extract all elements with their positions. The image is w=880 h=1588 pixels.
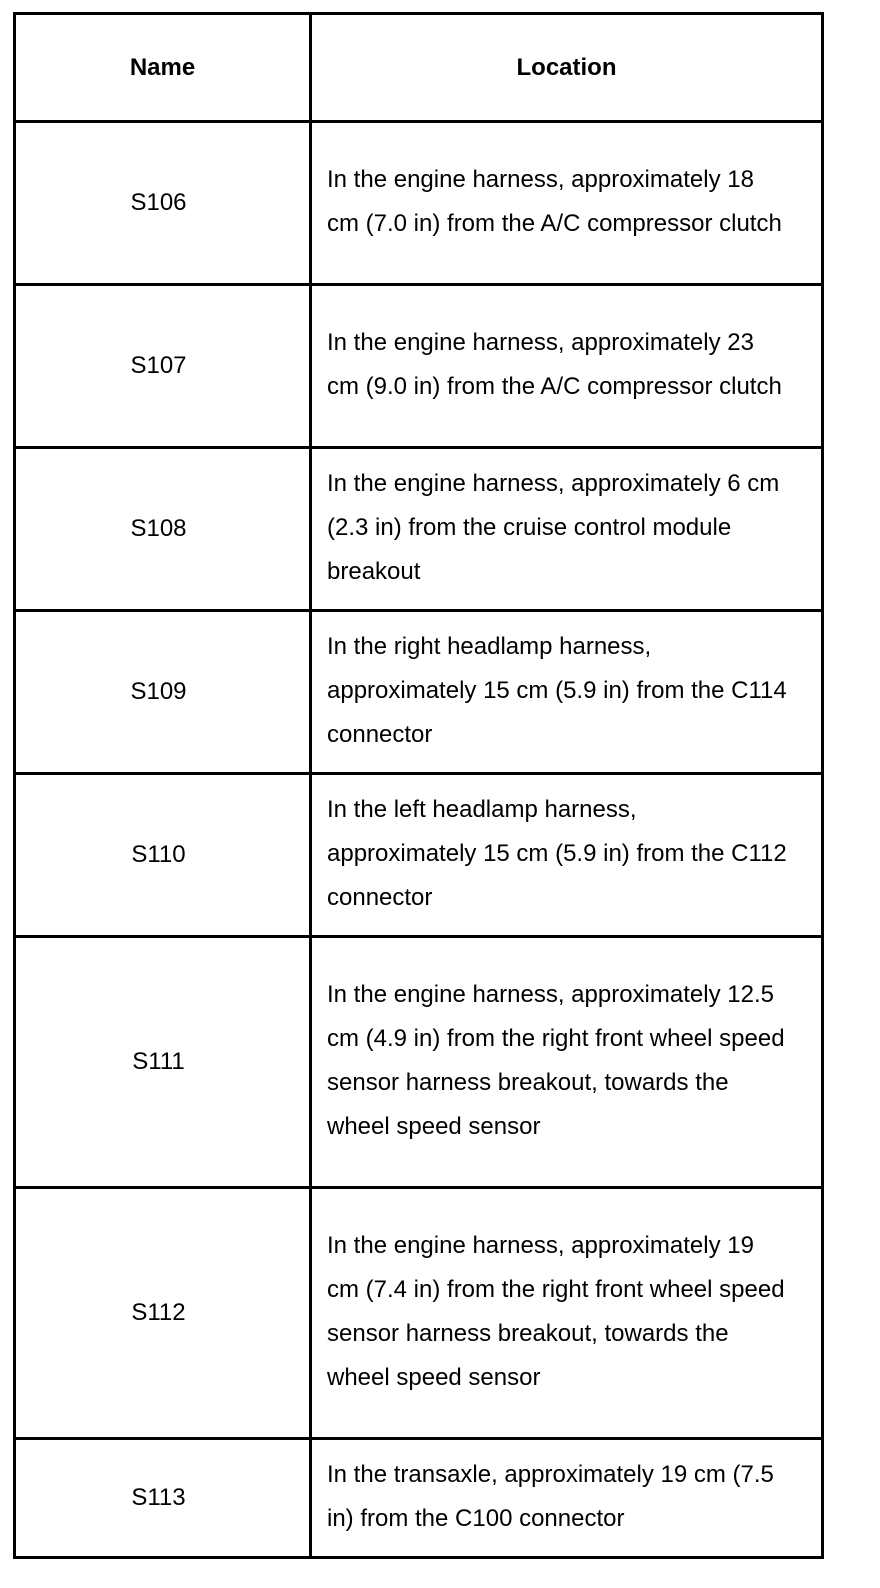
table-header <box>15 14 823 122</box>
splice-name-cell: S110 <box>15 774 311 937</box>
column-header-location: Location <box>311 14 823 122</box>
table-row <box>15 1439 823 1558</box>
header-row <box>15 14 823 122</box>
splice-location-cell: In the engine harness, approximately 19 cm (7.4 in) from the right front wheel speed sensor harness breakout, towards the wheel speed sensor <box>311 1188 823 1439</box>
table-row <box>15 937 823 1188</box>
table-body <box>15 122 823 1558</box>
splice-name-cell: S108 <box>15 448 311 611</box>
splice-location-cell: In the engine harness, approximately 18 cm (7.0 in) from the A/C compressor clutch <box>311 122 823 285</box>
splice-name-cell: S112 <box>15 1188 311 1439</box>
splice-location-cell: In the transaxle, approximately 19 cm (7.5 in) from the C100 connector <box>311 1439 823 1558</box>
splice-name-cell: S109 <box>15 611 311 774</box>
splice-name-cell: S106 <box>15 122 311 285</box>
splice-name-cell: S113 <box>15 1439 311 1558</box>
table-row <box>15 1188 823 1439</box>
splice-name-cell: S107 <box>15 285 311 448</box>
splice-name-cell: S111 <box>15 937 311 1188</box>
splice-location-cell: In the left headlamp harness, approximately 15 cm (5.9 in) from the C112 connector <box>311 774 823 937</box>
table-row <box>15 774 823 937</box>
splice-location-table <box>13 12 824 1559</box>
column-header-name: Name <box>15 14 311 122</box>
splice-location-cell: In the engine harness, approximately 23 cm (9.0 in) from the A/C compressor clutch <box>311 285 823 448</box>
table-row <box>15 611 823 774</box>
splice-location-cell: In the right headlamp harness, approximately 15 cm (5.9 in) from the C114 connector <box>311 611 823 774</box>
table-row <box>15 285 823 448</box>
table-row <box>15 448 823 611</box>
splice-location-cell: In the engine harness, approximately 12.5 cm (4.9 in) from the right front wheel speed sensor harness breakout, towards the wheel speed sensor <box>311 937 823 1188</box>
table-row <box>15 122 823 285</box>
splice-location-cell: In the engine harness, approximately 6 cm (2.3 in) from the cruise control module breakout <box>311 448 823 611</box>
